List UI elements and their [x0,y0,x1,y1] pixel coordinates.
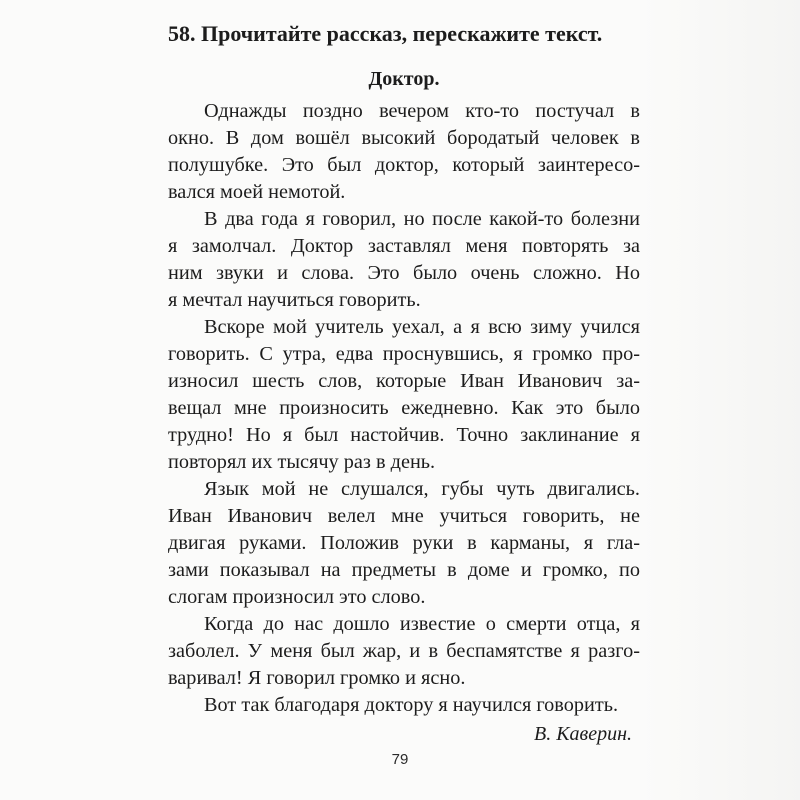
text-line: вался моей немотой. [168,181,346,203]
story-body [168,98,640,719]
page-number: 79 [391,751,409,768]
text-line: В два года я говорил, но после какой-то болезни [204,208,640,230]
text-line: повторял их тысячу раз в день. [168,451,436,473]
text-line: двигая руками. Положив руки в карманы, я гла- [168,532,640,554]
text-line: варивал! Я говорил громко и ясно. [168,667,466,689]
text-line: зами показывал на предметы в доме и громко, по [168,559,640,581]
text-line: Язык мой не слушался, губы чуть двигались. [204,478,640,500]
story-title: Доктор. [368,68,440,90]
text-line: я мечтал научиться говорить. [168,289,421,311]
paragraph [168,692,640,719]
text-line: Однажды поздно вечером кто-то постучал в [204,100,640,122]
text-line: вещал мне произносить ежедневно. Как это было [168,397,640,419]
text-line: слогам произносил это слово. [168,586,426,608]
text-line: ним звуки и слова. Это было очень сложно. Но [168,262,640,284]
text-line: Вскоре мой учитель уехал, а я всю зиму учился [204,316,640,338]
text-line: Вот так благодаря доктору я научился говорить. [204,694,619,716]
text-line: заболел. У меня был жар, и в беспамятстве я разго- [168,640,640,662]
paragraph [168,476,640,611]
paragraph [168,98,640,206]
text-line: я замолчал. Доктор заставлял меня повторять за [168,235,640,257]
text-line: говорить. С утра, едва проснувшись, я громко про- [168,343,640,365]
page-content [168,18,640,747]
paragraph [168,611,640,692]
page-shadow [640,0,800,800]
paragraph [168,206,640,314]
text-line: Иван Иванович велел мне учиться говорить, не [168,505,640,527]
text-line: полушубке. Это был доктор, который заинтересо- [168,154,640,176]
text-line: износил шесть слов, которые Иван Иванович за- [168,370,640,392]
exercise-heading: 58. Прочитайте рассказ, перескажите текст. [168,21,603,46]
text-line: трудно! Но я был настойчив. Точно заклинание я [168,424,640,446]
text-line: окно. В дом вошёл высокий бородатый человек в [168,127,640,149]
author-signature: В. Каверин. [534,723,632,745]
text-line: Когда до нас дошло известие о смерти отца, я [204,613,640,635]
paragraph [168,314,640,476]
